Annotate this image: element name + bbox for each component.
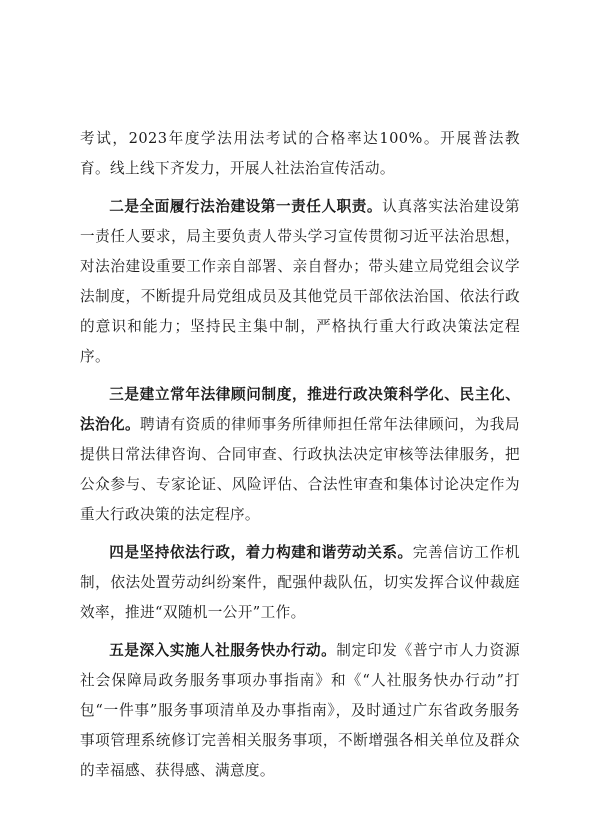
paragraph-heading: 三是建立常年法律顾问制度，推进行政决策科学化、民主化、法治化。: [80, 386, 520, 433]
paragraph-text: 聘请有资质的律师事务所律师担任常年法律顾问，为我局提供日常法律咨询、合同审查、行政执法决定审核等法律服务，把公众参与、专家论证、风险评估、合法性审查和集体讨论决定作为重大行政决策的法定程序。: [80, 416, 520, 523]
paragraph-heading: 二是全面履行法治建设第一责任人职责。: [109, 198, 383, 215]
paragraph-continued: [80, 124, 520, 184]
paragraph-text: 认真落实法治建设第一责任人要求，局主要负责人带头学习宣传贯彻习近平法治思想，对法治建设重要工作亲自部署、亲自督办；带头建立局党组会议学法制度，不断提升局党组成员及其他党员干部依法治国、依法行政的意识和能力；坚持民主集中制，严格执行重大行政决策法定程序。: [80, 198, 520, 365]
paragraph-fifth-item: [80, 636, 520, 786]
paragraph-second-item: [80, 192, 520, 372]
paragraph-heading: 四是坚持依法行政，着力构建和谐劳动关系。: [109, 544, 413, 561]
paragraph-text: 完善信访工作机制，依法处置劳动纠纷案件，配强仲裁队伍，切实发挥合议仲裁庭效率，推进“双随机一公开”工作。: [80, 544, 520, 621]
paragraph-text: 考试，2023年度学法用法考试的合格率达100%。开展普法教育。线上线下齐发力，开展人社法治宣传活动。: [80, 130, 520, 177]
paragraph-fourth-item: [80, 538, 520, 628]
paragraph-third-item: [80, 380, 520, 530]
paragraph-text: 制定印发《普宁市人力资源社会保障局政务服务事项办事指南》和《“人社服务快办行动”打包“一件事”服务事项清单及办事指南》，及时通过广东省政务服务事项管理系统修订完善相关服务事项，不断增强各相关单位及群众的幸福感、获得感、满意度。: [80, 642, 520, 779]
document-body: [80, 124, 520, 794]
paragraph-heading: 五是深入实施人社服务快办行动。: [109, 642, 337, 659]
